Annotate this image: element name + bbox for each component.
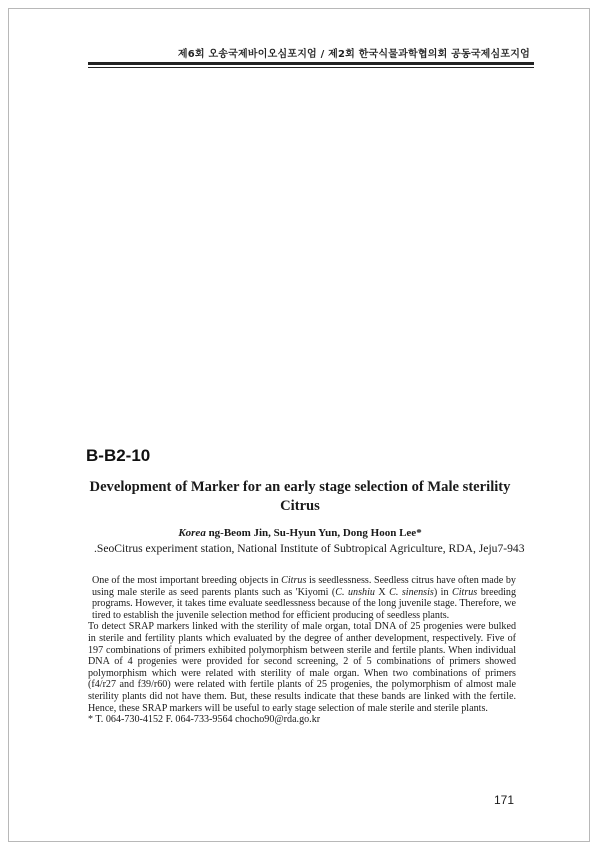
abstract-text: One of the most important breeding objects in [92,575,282,586]
genus-name: Citrus [281,575,307,586]
authors-region: Korea [178,527,206,539]
abstract-paragraph-1 [88,575,516,621]
paper-title-line1: Development of Marker for an early stage selection of Male sterility [89,479,511,495]
contact-line: * T. 064-730-4152 F. 064-733-9564 chocho90@rda.go.kr [88,714,321,726]
abstract-text: ) in [433,586,452,598]
abstract [88,575,516,726]
header-rule-thin [88,67,534,68]
genus-name: Citrus [451,586,478,598]
species-name: C. sinensis [389,586,434,598]
authors [0,527,600,539]
abstract-text: is seedlessness. Seedless citrus have often made by using male sterile as seed parents plants such as 'Kiyomi ( [92,575,516,598]
paper-title [75,478,525,516]
paper-code: B-B2-10 [86,446,151,465]
page-number: 171 [494,793,515,807]
abstract-paragraph-2: To detect SRAP markers linked with the sterility of male organ, total DNA of 25 progenies were bulked in sterile and fertility plants which evaluated by the degree of anther development, respectively. Five of 197 combinations of primers exhibited polymorphism between sterile and fertile plants. When individual DNA of 4 progenies were provided for second screening, 2 of 5 combinations of primers showed polymorphism which were related with sterility of male organ. When two combinations of primers (f4/r27 and f39/r60) were related with fertile plants of 25 progenies, the polymorphism of almost male sterility plants did not have them. But, these results indicate that these bands are linked with the fertile. Hence, these SRAP markers will be useful to early stage selection of male sterile and sterile plants. [88,621,516,714]
header-rule-thick [88,62,534,65]
abstract-text: breeding programs. However, it takes time evaluate seedlessness because of the long juvenile stage. Therefore, we tired to establish the juvenile selection method for efficient producing of seedless plants. [92,586,517,621]
abstract-text: X [374,586,390,598]
authors-names: ng-Beom Jin, Su-Hyun Yun, Dong Hoon Lee* [205,527,422,539]
affiliation: .SeoCitrus experiment station, National Institute of Subtropical Agriculture, RDA, Jeju7-943 [94,542,525,555]
running-header: 제6회 오송국제바이오심포지엄 / 제2회 한국식물과학협의회 공동국제심포지엄 [177,49,530,60]
paper-title-line2: Citrus [280,498,320,514]
species-name: C. unshiu [335,586,375,598]
